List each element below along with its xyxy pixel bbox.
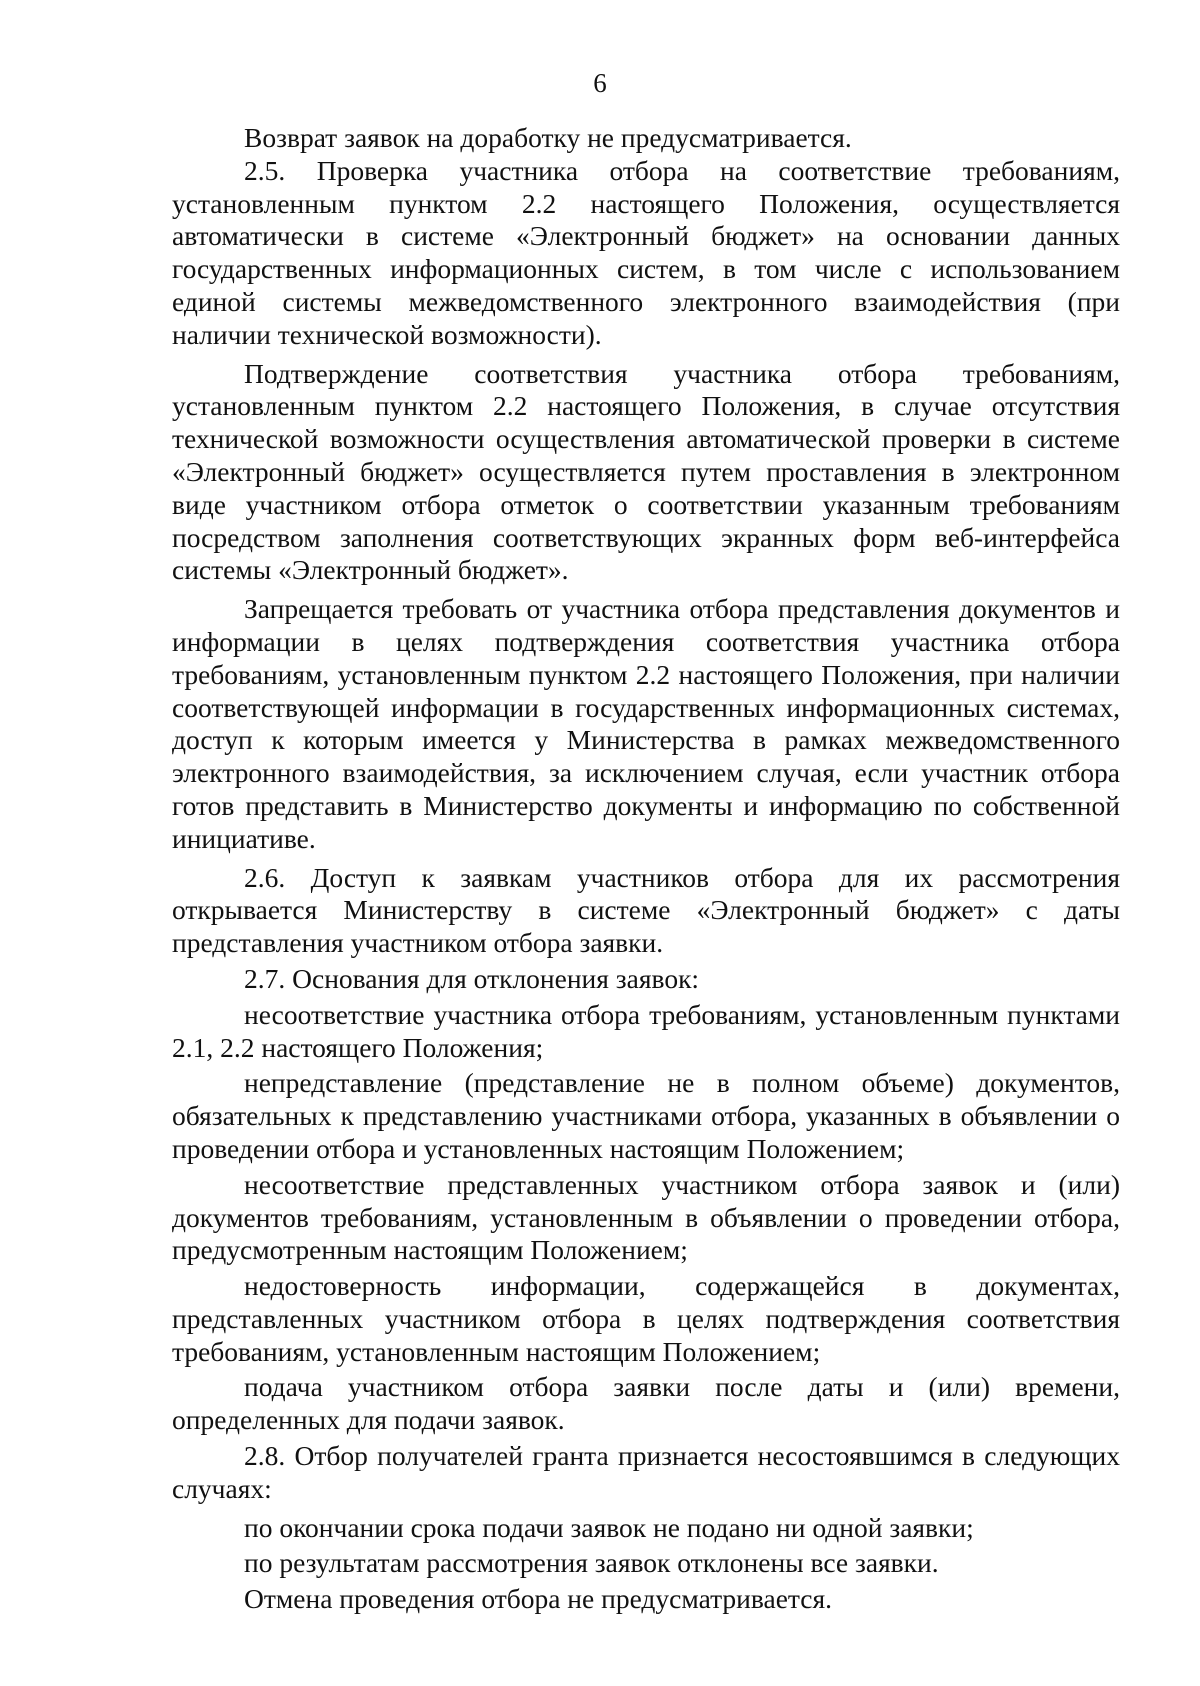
paragraph-cancellation-not-provided: Отмена проведения отбора не предусматривается.: [244, 1583, 833, 1615]
list-item-no-applications: по окончании срока подачи заявок не подано ни одной заявки;: [244, 1511, 974, 1543]
paragraph-2-7-rejection-grounds: 2.7. Основания для отклонения заявок:: [244, 962, 700, 994]
document-body: [172, 122, 1120, 1616]
list-item-late-submission: подача участником отбора заявки после даты и (или) времени, определенных для подачи заявок.: [172, 1371, 1120, 1436]
paragraph-return-not-provided: Возврат заявок на доработку не предусматривается.: [244, 122, 852, 153]
paragraph-prohibition: Запрещается требовать от участника отбора представления документов и информации в целях подтверждения соответствия участника отбора требованиям, установленным пунктом 2.2 настоящего Положения, при наличии соответствующей информации в государственных информационных системах, доступ к которым имеется у Министерства в рамках межведомственного электронного взаимодействия, за исключением случая, если участник отбора готов представить в Министерство документы и информацию по собственной инициативе.: [172, 593, 1120, 854]
list-item-noncompliance-documents: несоответствие представленных участником отбора заявок и (или) документов требованиям, установленным в объявлении о проведении отбора, предусмотренным настоящим Положением;: [172, 1168, 1120, 1266]
list-item-nonsubmission-documents: непредставление (представление не в полном объеме) документов, обязательных к представлению участниками отбора, указанных в объявлении о проведении отбора и установленных настоящим Положением;: [172, 1067, 1120, 1164]
paragraph-2-6-access: 2.6. Доступ к заявкам участников отбора для их рассмотрения открывается Министерству в системе «Электронный бюджет» с даты представления участником отбора заявки.: [172, 861, 1120, 959]
paragraph-2-5-verification: 2.5. Проверка участника отбора на соответствие требованиям, установленным пунктом 2.2 настоящего Положения, осуществляется автоматически в системе «Электронный бюджет» на основании данных государственных информационных систем, в том числе с использованием единой системы межведомственного электронного взаимодействия (при наличии технической возможности).: [172, 154, 1120, 350]
list-item-noncompliance-participant: несоответствие участника отбора требованиям, установленным пунктами 2.1, 2.2 настоящего Положения;: [172, 998, 1120, 1063]
paragraph-confirmation: Подтверждение соответствия участника отбора требованиям, установленным пунктом 2.2 настоящего Положения, в случае отсутствия технической возможности осуществления автоматической проверки в системе «Электронный бюджет» осуществляется путем проставления в электронном виде участником отбора отметок о соответствии указанным требованиям посредством заполнения соответствующих экранных форм веб-интерфейса системы «Электронный бюджет».: [172, 357, 1120, 586]
list-item-all-rejected: по результатам рассмотрения заявок отклонены все заявки.: [244, 1547, 939, 1579]
page-number: 6: [593, 68, 607, 98]
paragraph-2-8-failed-selection: 2.8. Отбор получателей гранта признается несостоявшимся в следующих случаях:: [172, 1440, 1120, 1504]
list-item-unreliable-information: недостоверность информации, содержащейся в документах, представленных участником отбора в целях подтверждения соответствия требованиям, установленным настоящим Положением;: [172, 1270, 1120, 1367]
